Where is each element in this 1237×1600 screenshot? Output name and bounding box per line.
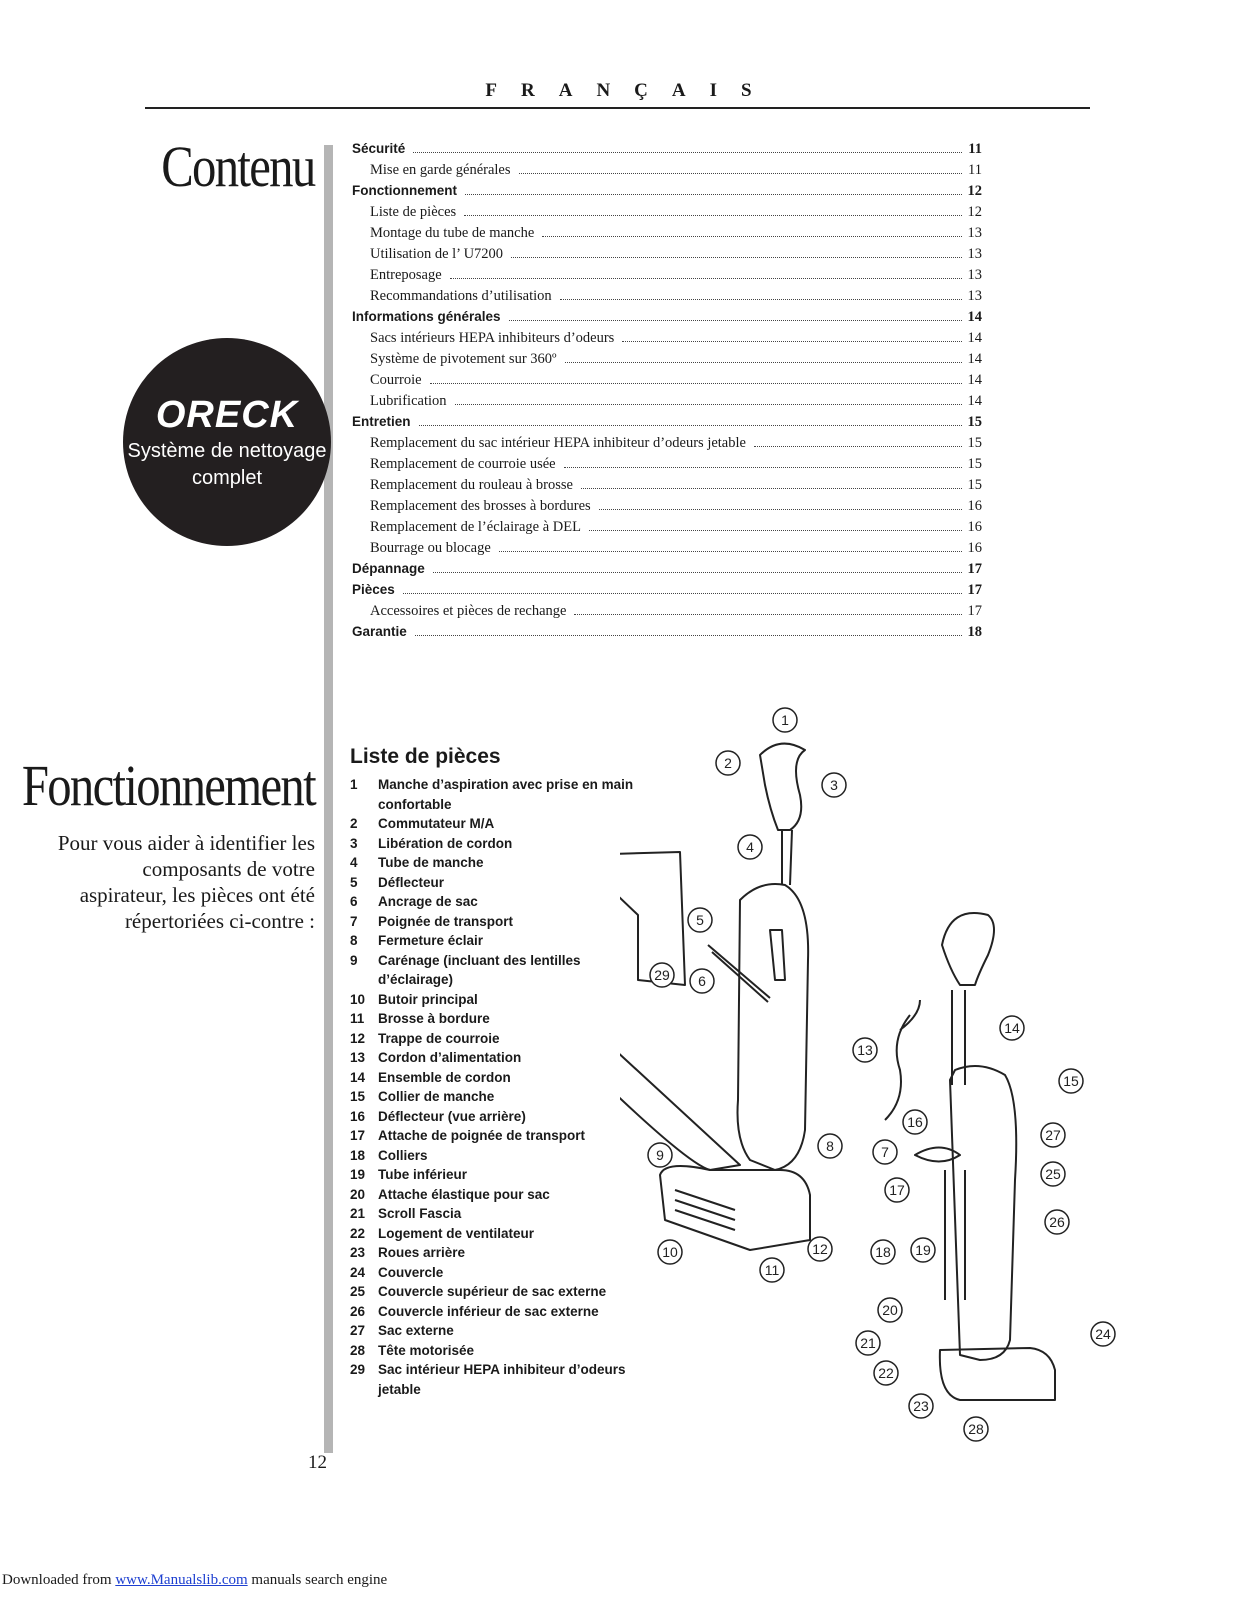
logo-subtitle-line1: Système de nettoyage [127, 440, 327, 462]
parts-list-item [350, 1204, 650, 1224]
callout-label: 2 [724, 755, 732, 771]
toc-page: 13 [967, 267, 982, 283]
parts-list-item [350, 853, 650, 873]
toc-page: 15 [967, 477, 982, 493]
callout-25 [1041, 1162, 1065, 1186]
toc-row [352, 456, 982, 477]
callout-label: 22 [878, 1365, 894, 1381]
toc-label: Garantie [352, 624, 407, 639]
part-number: 6 [350, 894, 358, 909]
part-name: Libération de cordon [378, 835, 513, 851]
toc-leader-dots [499, 551, 962, 552]
toc-page: 15 [967, 456, 982, 472]
header-rule [145, 107, 1090, 109]
part-number: 15 [350, 1089, 366, 1104]
toc-label: Système de pivotement sur 360º [370, 351, 557, 367]
part-number: 25 [350, 1284, 366, 1299]
toc-page: 11 [968, 162, 982, 178]
oreck-logo-badge [123, 338, 331, 546]
part-number: 27 [350, 1323, 366, 1338]
toc-page: 13 [967, 288, 982, 304]
toc-page: 17 [967, 582, 982, 598]
callout-13 [853, 1038, 877, 1062]
parts-list-item [350, 1243, 650, 1263]
parts-list-item [350, 1165, 650, 1185]
part-number: 21 [350, 1206, 366, 1221]
callout-label: 7 [881, 1144, 889, 1160]
toc-row [352, 288, 982, 309]
toc-row [352, 414, 982, 435]
callout-1 [773, 708, 797, 732]
callout-label: 6 [698, 973, 706, 989]
part-number: 24 [350, 1264, 366, 1280]
toc-leader-dots [415, 635, 962, 636]
parts-list-item [350, 1048, 650, 1068]
callout-7 [873, 1140, 897, 1164]
callout-label: 21 [860, 1335, 876, 1351]
parts-list-item [350, 814, 650, 834]
part-number: 4 [350, 855, 358, 870]
callout-22 [874, 1361, 898, 1385]
parts-list-item [350, 834, 650, 854]
callout-label: 5 [696, 912, 704, 928]
footer-suffix: manuals search engine [247, 1572, 388, 1588]
callout-label: 19 [915, 1242, 931, 1258]
handle-grip-right-drawing [942, 913, 994, 985]
toc-leader-dots [464, 215, 961, 216]
callout-19 [911, 1238, 935, 1262]
part-name: Couvercle [378, 1264, 444, 1280]
vent-drawing [675, 1190, 735, 1230]
toc-page: 14 [967, 309, 982, 325]
part-number: 28 [350, 1342, 366, 1358]
toc-row [352, 267, 982, 288]
toc-label: Sécurité [352, 141, 406, 156]
toc-label: Informations générales [352, 309, 501, 324]
part-name: Couvercle supérieur de sac externe [378, 1284, 607, 1299]
parts-list-item [350, 1146, 650, 1166]
parts-list [350, 775, 650, 1399]
part-number: 3 [350, 835, 358, 851]
parts-list-item [350, 1321, 650, 1341]
housing-drawing [738, 884, 809, 1170]
footer [2, 1572, 387, 1589]
toc-row [352, 393, 982, 414]
toc-row [352, 141, 982, 162]
part-number: 11 [350, 1011, 365, 1026]
vacuum-diagram [620, 700, 1140, 1460]
toc-leader-dots [430, 383, 962, 384]
toc-page: 15 [967, 414, 982, 430]
callout-label: 1 [781, 712, 789, 728]
callout-5 [688, 908, 712, 932]
callout-label: 4 [746, 839, 754, 855]
callout-14 [1000, 1016, 1024, 1040]
toc-label: Remplacement de l’éclairage à DEL [370, 519, 581, 535]
part-name: Tube de manche [378, 855, 484, 870]
callout-label: 24 [1095, 1326, 1111, 1342]
callout-label: 11 [764, 1262, 780, 1278]
parts-list-item [350, 951, 650, 990]
callout-label: 16 [907, 1114, 923, 1130]
bag-29-drawing [620, 852, 685, 985]
callout-label: 15 [1063, 1073, 1079, 1089]
callout-8 [818, 1134, 842, 1158]
toc-label: Fonctionnement [352, 183, 457, 198]
callout-27 [1041, 1123, 1065, 1147]
toc-leader-dots [450, 278, 962, 279]
toc-leader-dots [511, 257, 961, 258]
callout-21 [856, 1331, 880, 1355]
part-name: Ensemble de cordon [378, 1069, 511, 1085]
toc-label: Recommandations d’utilisation [370, 288, 552, 304]
callout-label: 9 [656, 1147, 664, 1163]
part-name: Poignée de transport [378, 913, 514, 929]
toc-leader-dots [509, 320, 962, 321]
part-name: Butoir principal [378, 991, 478, 1007]
toc-label: Liste de pièces [370, 204, 457, 220]
toc-page: 14 [967, 393, 982, 409]
part-name: Cordon d’alimentation [378, 1050, 522, 1065]
part-name: Trappe de courroie [378, 1030, 500, 1046]
page-number: 12 [308, 1452, 327, 1473]
part-number: 23 [350, 1245, 366, 1260]
callout-9 [648, 1143, 672, 1167]
oreck-logo: ORECK [155, 394, 299, 436]
callout-label: 23 [913, 1398, 929, 1414]
toc-label: Remplacement des brosses à bordures [370, 498, 591, 514]
toc-label: Lubrification [370, 393, 447, 409]
callout-label: 12 [812, 1241, 828, 1257]
toc-leader-dots [413, 152, 962, 153]
toc-label: Entretien [352, 414, 411, 429]
toc-label: Mise en garde générales [370, 162, 511, 178]
callout-11 [760, 1258, 784, 1282]
parts-list-item [350, 1068, 650, 1088]
nozzle-drawing [620, 982, 740, 1170]
header-language: FRANÇAIS [485, 80, 776, 101]
callout-label: 28 [968, 1421, 984, 1437]
parts-list-item [350, 1263, 650, 1283]
part-name: Brosse à bordure [378, 1011, 490, 1026]
parts-list-item [350, 1009, 650, 1029]
toc-row [352, 540, 982, 561]
parts-list-item [350, 1087, 650, 1107]
callout-label: 3 [830, 777, 838, 793]
toc-page: 12 [967, 183, 982, 199]
toc-leader-dots [589, 530, 962, 531]
toc-page: 11 [968, 141, 982, 157]
part-name: Couvercle inférieur de sac externe [378, 1303, 599, 1319]
toc-row [352, 603, 982, 624]
part-number: 8 [350, 933, 358, 948]
toc-leader-dots [564, 467, 962, 468]
part-number: 9 [350, 952, 358, 968]
toc-label: Pièces [352, 582, 395, 597]
handle-tube-drawing [782, 830, 792, 885]
toc-page: 14 [967, 351, 982, 367]
part-name: Carénage (incluant des lentilles d’éclairage) [378, 952, 581, 987]
callout-16 [903, 1110, 927, 1134]
callout-12 [808, 1237, 832, 1261]
part-name: Collier de manche [378, 1089, 495, 1104]
toc-label: Dépannage [352, 561, 425, 576]
part-name: Ancrage de sac [378, 894, 478, 909]
parts-list-item [350, 873, 650, 893]
handle-grip-drawing [760, 744, 805, 830]
part-number: 22 [350, 1225, 366, 1241]
part-name: Fermeture éclair [378, 933, 484, 948]
toc-label: Utilisation de l’ U7200 [370, 246, 504, 262]
callout-20 [878, 1298, 902, 1322]
callout-2 [716, 751, 740, 775]
toc-page: 16 [967, 498, 982, 514]
toc-row [352, 498, 982, 519]
callout-label: 18 [875, 1244, 891, 1260]
part-name: Déflecteur (vue arrière) [378, 1108, 526, 1124]
part-number: 20 [350, 1186, 366, 1202]
callout-layer [648, 708, 1115, 1441]
parts-list-item [350, 912, 650, 932]
toc-page: 16 [967, 540, 982, 556]
part-number: 29 [350, 1362, 366, 1377]
toc-row [352, 309, 982, 330]
part-number: 2 [350, 816, 358, 831]
toc-leader-dots [754, 446, 962, 447]
part-name: Colliers [378, 1147, 428, 1163]
callout-label: 26 [1049, 1214, 1065, 1230]
part-name: Sac externe [378, 1323, 454, 1338]
callout-6 [690, 969, 714, 993]
part-number: 13 [350, 1050, 366, 1065]
toc-row [352, 624, 982, 645]
toc-row [352, 330, 982, 351]
toc-page: 14 [967, 330, 982, 346]
toc-label: Remplacement du sac intérieur HEPA inhibiteur d’odeurs jetable [370, 435, 746, 451]
toc-page: 18 [967, 624, 982, 640]
table-of-contents [352, 141, 982, 645]
callout-4 [738, 835, 762, 859]
intro-text: Pour vous aider à identifier les composants de votre aspirateur, les pièces ont été répertoriées ci-contre : [57, 831, 315, 933]
parts-list-item [350, 1360, 650, 1399]
toc-page: 17 [967, 603, 982, 619]
logo-subtitle-line2: complet [191, 467, 263, 489]
toc-page: 13 [967, 225, 982, 241]
operation-title: Fonctionnement [21, 753, 315, 818]
part-number: 19 [350, 1167, 366, 1182]
cord-drawing [885, 1000, 920, 1120]
parts-list-item [350, 1302, 650, 1322]
callout-label: 27 [1045, 1127, 1061, 1143]
deflector-drawing [770, 930, 785, 980]
callout-label: 29 [654, 967, 670, 983]
toc-label: Courroie [370, 372, 422, 388]
parts-list-item [350, 892, 650, 912]
callout-label: 13 [857, 1042, 873, 1058]
toc-page: 12 [967, 204, 982, 220]
toc-leader-dots [403, 593, 962, 594]
part-name: Commutateur M/A [378, 816, 495, 831]
toc-row [352, 246, 982, 267]
toc-leader-dots [565, 362, 962, 363]
part-number: 12 [350, 1030, 366, 1046]
part-name: Manche d’aspiration avec prise en main confortable [378, 777, 634, 812]
parts-list-item [350, 1029, 650, 1049]
part-name: Roues arrière [378, 1245, 466, 1260]
part-name: Déflecteur [378, 874, 445, 890]
callout-28 [964, 1417, 988, 1441]
toc-row [352, 519, 982, 540]
parts-list-item [350, 775, 650, 814]
parts-list-item [350, 1126, 650, 1146]
part-number: 16 [350, 1108, 366, 1124]
toc-page: 14 [967, 372, 982, 388]
toc-leader-dots [599, 509, 962, 510]
parts-list-item [350, 1224, 650, 1244]
toc-label: Remplacement du rouleau à brosse [370, 477, 573, 493]
toc-page: 17 [967, 561, 982, 577]
toc-page: 16 [967, 519, 982, 535]
callout-29 [650, 963, 674, 987]
part-number: 18 [350, 1147, 366, 1163]
toc-row [352, 372, 982, 393]
part-number: 10 [350, 991, 366, 1007]
toc-row [352, 477, 982, 498]
callout-23 [909, 1394, 933, 1418]
part-number: 14 [350, 1069, 366, 1085]
callout-label: 8 [826, 1138, 834, 1154]
footer-prefix: Downloaded from [2, 1572, 116, 1588]
manualslib-link[interactable]: www.Manualslib.com [115, 1572, 248, 1588]
callout-3 [822, 773, 846, 797]
toc-label: Sacs intérieurs HEPA inhibiteurs d’odeurs [370, 330, 615, 346]
part-name: Scroll Fascia [378, 1206, 462, 1221]
toc-leader-dots [581, 488, 962, 489]
toc-label: Montage du tube de manche [370, 225, 535, 241]
toc-row [352, 204, 982, 225]
parts-list-item [350, 931, 650, 951]
toc-leader-dots [419, 425, 962, 426]
part-name: Attache de poignée de transport [378, 1128, 586, 1143]
toc-row [352, 183, 982, 204]
toc-leader-dots [465, 194, 962, 195]
callout-18 [871, 1240, 895, 1264]
toc-label: Entreposage [370, 267, 442, 283]
toc-label: Accessoires et pièces de rechange [370, 603, 567, 619]
toc-row [352, 582, 982, 603]
part-name: Tête motorisée [378, 1342, 475, 1358]
toc-row [352, 435, 982, 456]
sidebar-divider [324, 145, 333, 1453]
toc-label: Bourrage ou blocage [370, 540, 491, 556]
parts-list-item [350, 990, 650, 1010]
parts-list-item [350, 1282, 650, 1302]
toc-leader-dots [622, 341, 961, 342]
callout-label: 17 [889, 1182, 905, 1198]
part-number: 5 [350, 874, 358, 890]
parts-list-item [350, 1107, 650, 1127]
parts-list-item [350, 1341, 650, 1361]
part-name: Logement de ventilateur [378, 1225, 535, 1241]
callout-17 [885, 1178, 909, 1202]
callout-label: 10 [662, 1244, 678, 1260]
toc-row [352, 162, 982, 183]
callout-label: 20 [882, 1302, 898, 1318]
parts-list-title: Liste de pièces [350, 745, 501, 768]
callout-label: 25 [1045, 1166, 1061, 1182]
callout-26 [1045, 1210, 1069, 1234]
part-number: 1 [350, 777, 358, 792]
part-name: Sac intérieur HEPA inhibiteur d’odeurs jetable [378, 1362, 626, 1397]
toc-leader-dots [455, 404, 962, 405]
part-number: 26 [350, 1303, 366, 1319]
toc-page: 15 [967, 435, 982, 451]
part-name: Tube inférieur [378, 1167, 468, 1182]
part-name: Attache élastique pour sac [378, 1186, 550, 1202]
callout-label: 14 [1004, 1020, 1020, 1036]
toc-leader-dots [542, 236, 961, 237]
callout-15 [1059, 1069, 1083, 1093]
toc-row [352, 351, 982, 372]
callout-24 [1091, 1322, 1115, 1346]
toc-leader-dots [519, 173, 963, 174]
callout-10 [658, 1240, 682, 1264]
parts-list-item [350, 1185, 650, 1205]
toc-leader-dots [560, 299, 962, 300]
toc-row [352, 561, 982, 582]
toc-leader-dots [433, 572, 962, 573]
part-number: 7 [350, 913, 358, 929]
toc-label: Remplacement de courroie usée [370, 456, 556, 472]
toc-page: 13 [967, 246, 982, 262]
contents-title: Contenu [161, 134, 315, 199]
part-number: 17 [350, 1128, 366, 1143]
toc-row [352, 225, 982, 246]
powerhead-drawing [660, 1166, 810, 1250]
outer-bag-drawing [950, 1066, 1016, 1360]
toc-leader-dots [574, 614, 961, 615]
